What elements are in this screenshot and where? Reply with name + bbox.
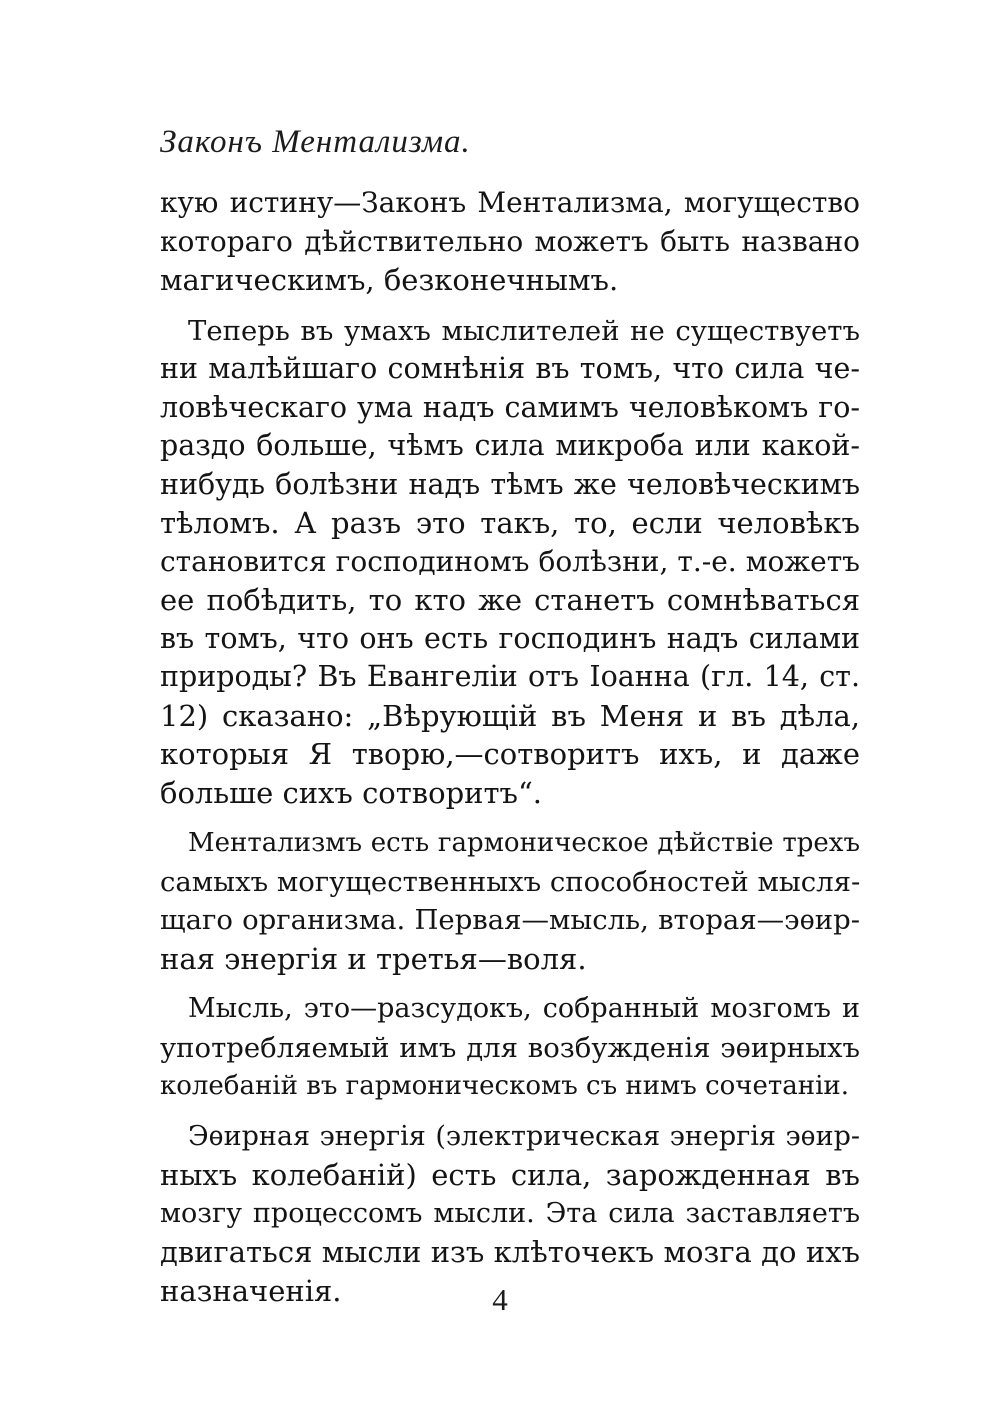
text-line: нибудь болѣзни надъ тѣмъ же человѣческимъ [160, 467, 860, 501]
text-line: Эѳирная энергія (электрическая энергія эѳир- [188, 1120, 860, 1152]
paragraph-2 [160, 312, 860, 813]
text-line: Мысль, это—разсудокъ, собранный мозгомъ и [188, 993, 860, 1024]
text-line: тѣломъ. А разъ это такъ, то, если человѣкъ [160, 506, 860, 540]
text-line: Ментализмъ есть гармоническое дѣйствіе трехъ [188, 828, 860, 858]
paragraph-3 [160, 824, 860, 978]
text-line: самыхъ могущественныхъ способностей мысля- [160, 865, 861, 898]
text-line: магическимъ, безконечнымъ. [160, 263, 619, 297]
text-line: мозгу процессомъ мысли. Эта сила заставляетъ [160, 1197, 860, 1229]
text-line: раздо больше, чѣмъ сила микроба или какой- [160, 429, 860, 462]
text-line: которыя Я творю,—сотворитъ ихъ, и даже [160, 737, 860, 771]
text-line: назначенія. [160, 1273, 342, 1308]
paragraph-4 [160, 990, 860, 1106]
text-line: 12) сказано: „Вѣрующій въ Меня и въ дѣла, [160, 698, 860, 733]
text-line: колебаній въ гармоническомъ съ нимъ сочетаніи. [160, 1071, 849, 1101]
text-line: Теперь въ умахъ мыслителей не существуетъ [188, 314, 860, 347]
body-text [160, 184, 860, 1322]
text-line: щаго организма. Первая—мысль, вторая—эѳир- [160, 904, 860, 936]
text-line: кую истину—Законъ Ментализма, могущество [160, 186, 860, 219]
text-line: котораго дѣйствительно можетъ быть названо [160, 224, 860, 258]
text-line: двигаться мысли изъ клѣточекъ мозга до ихъ [160, 1235, 860, 1269]
text-line: ная энергія и третья—воля. [160, 941, 587, 976]
page-number: 4 [492, 1282, 508, 1317]
text-line: въ томъ, что онъ есть господинъ надъ силами [160, 621, 860, 655]
text-line: ни малѣйшаго сомнѣнія въ томъ, что сила че- [160, 352, 860, 385]
text-line: природы? Въ Евангеліи отъ Іоанна (гл. 14, ст. [160, 660, 860, 693]
text-line: ловѣческаго ума надъ самимъ человѣкомъ го- [160, 390, 860, 424]
text-line: употребляемый имъ для возбужденія эѳирныхъ [160, 1031, 860, 1064]
paragraph-1 [160, 184, 860, 300]
text-line: ныхъ колебаній) есть сила, зарожденная въ [160, 1158, 860, 1192]
running-head: Законъ Ментализма. [160, 124, 471, 160]
text-line: больше сихъ сотворитъ“. [160, 775, 543, 810]
text-line: становится господиномъ болѣзни, т.-е. можетъ [160, 544, 860, 578]
text-line: ее побѣдить, то кто же станетъ сомнѣваться [160, 583, 860, 617]
